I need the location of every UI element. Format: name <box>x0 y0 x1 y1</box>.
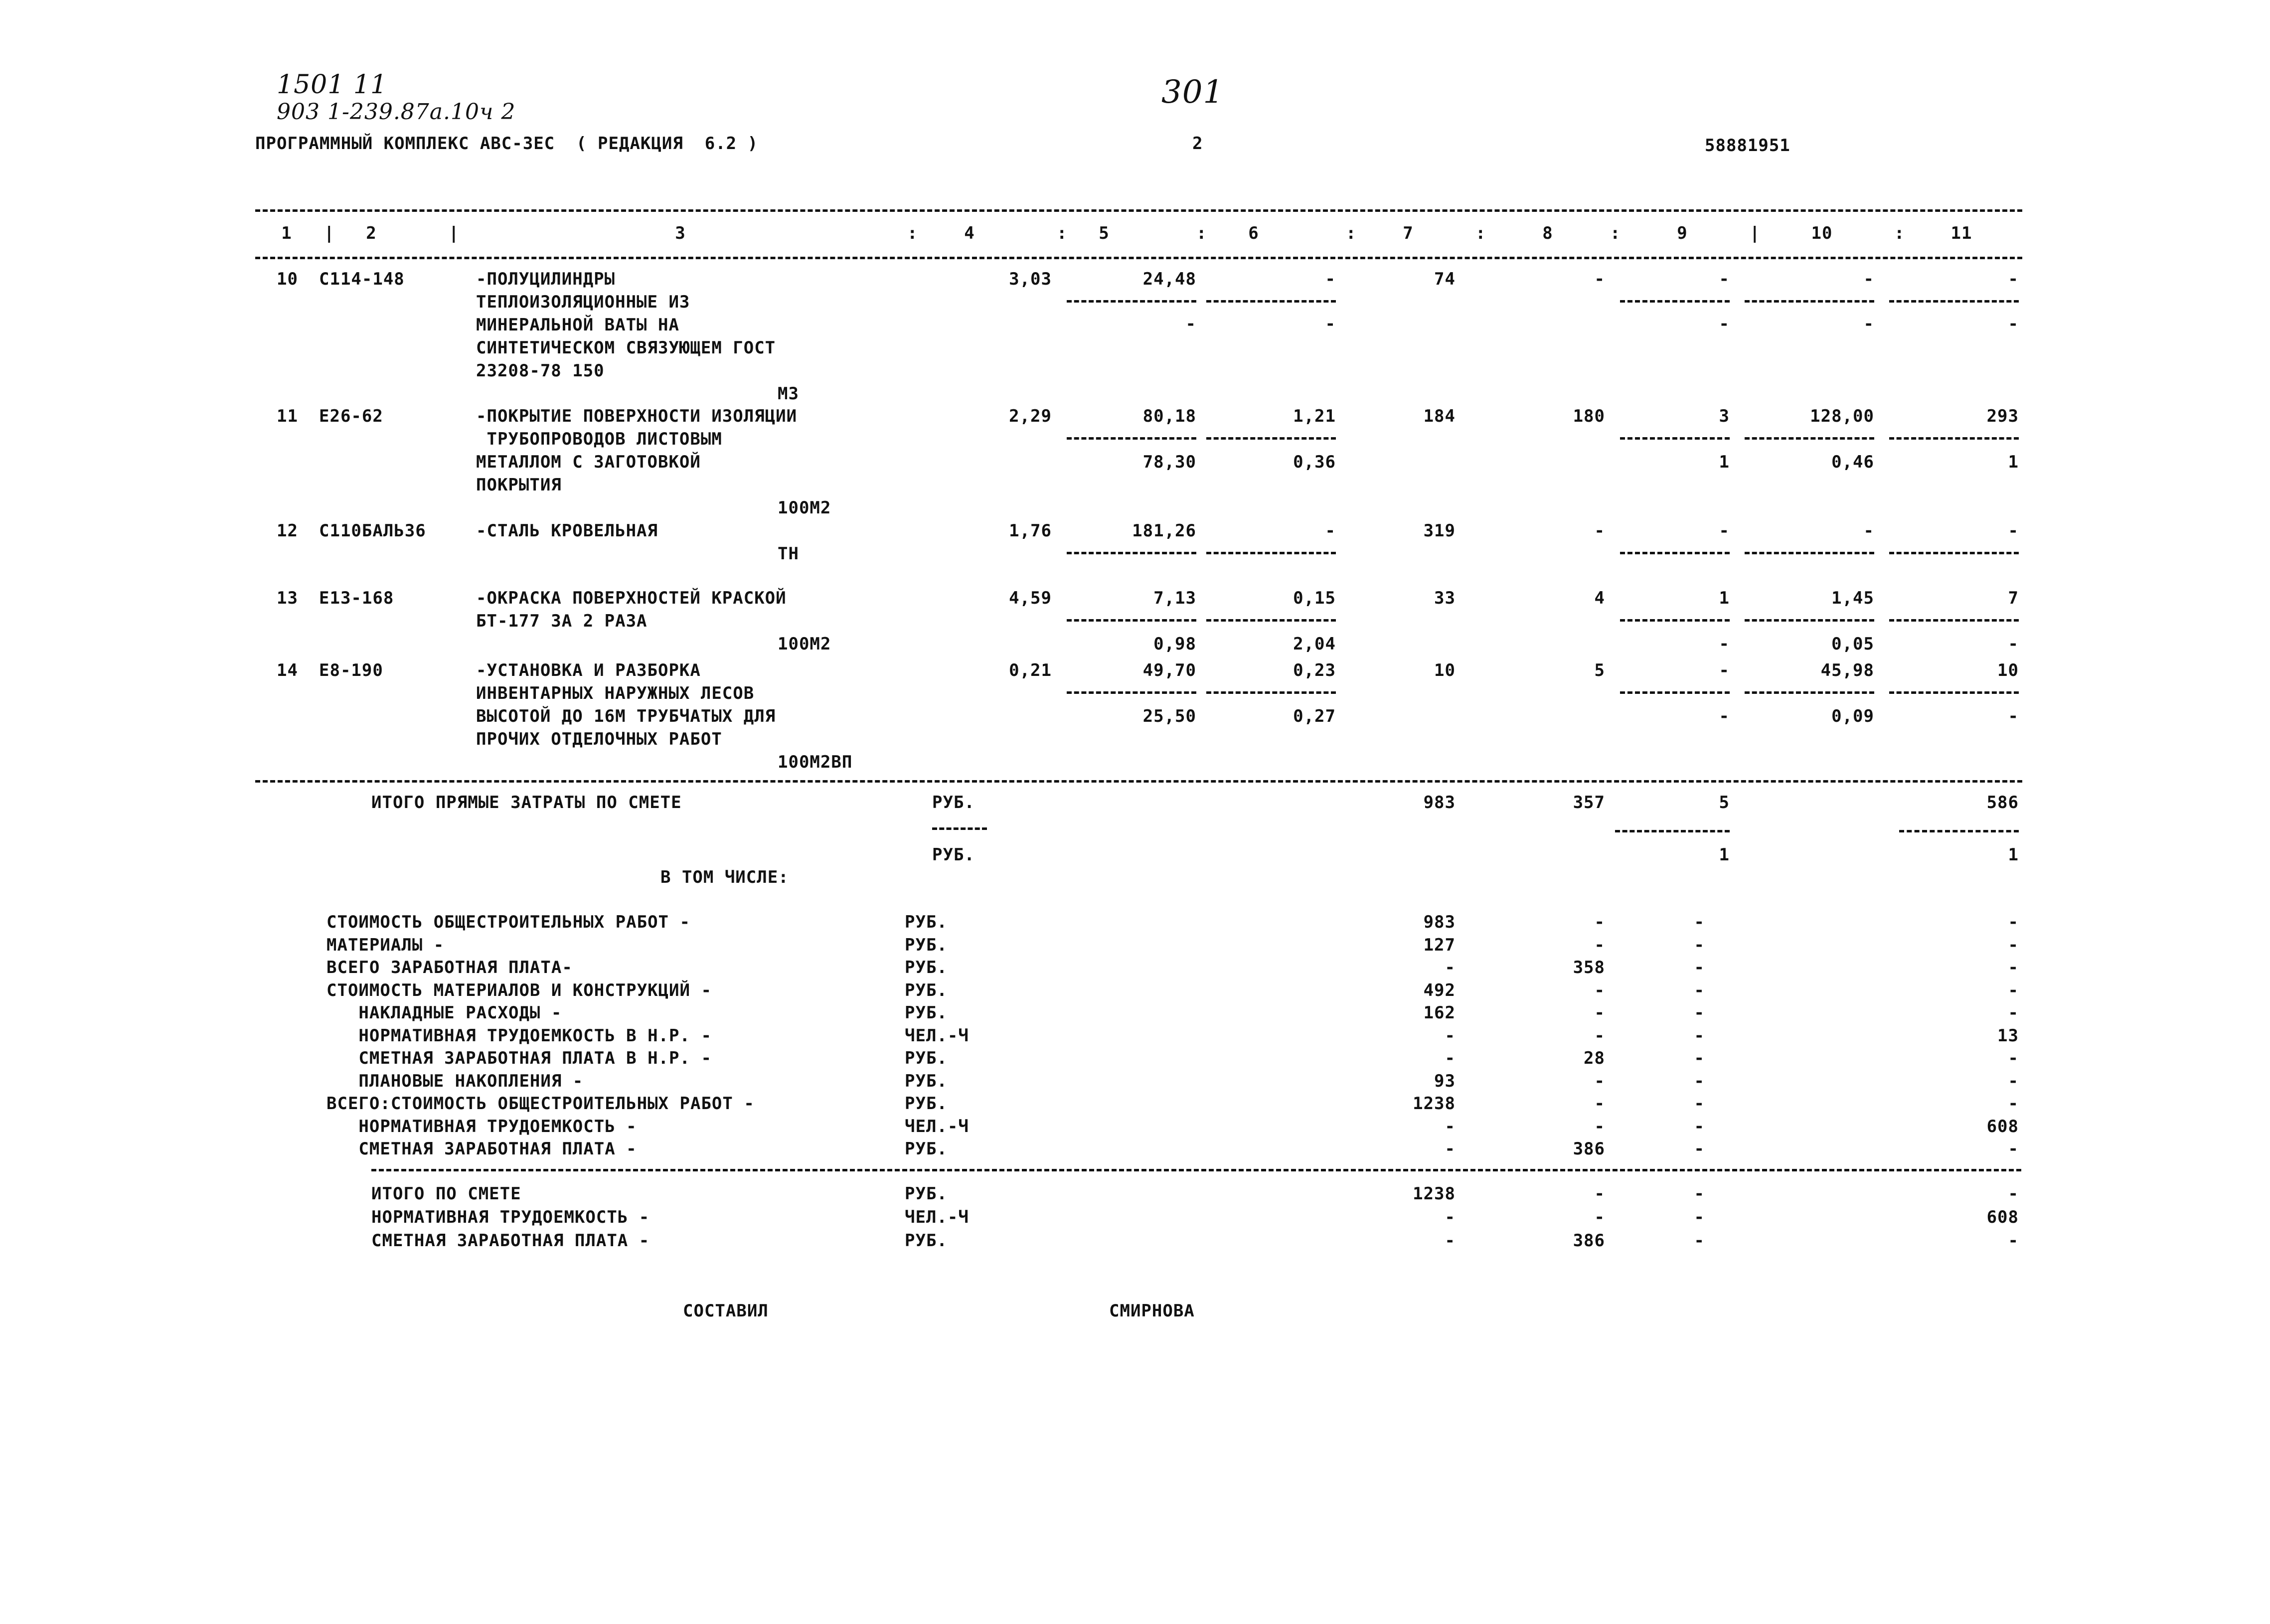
row-unit: 100М2 <box>778 498 831 518</box>
row-unit: ТН <box>778 544 799 564</box>
row-c6: - <box>1325 269 1336 289</box>
breakdown-label: ВСЕГО ЗАРАБОТНАЯ ПЛАТА- <box>326 958 573 977</box>
row-split-rule <box>1889 552 2019 554</box>
row-c8: - <box>1594 521 1605 541</box>
breakdown-c11: - <box>2008 1139 2019 1159</box>
row-split-rule <box>1745 552 1874 554</box>
column-number: 6 <box>1248 223 1259 243</box>
breakdown-c8: 28 <box>1584 1048 1605 1068</box>
row-split-rule <box>1206 691 1336 694</box>
breakdown-c8: 358 <box>1573 958 1605 977</box>
column-number: 9 <box>1677 223 1688 243</box>
breakdown-c9: - <box>1694 1003 1705 1023</box>
row-description-line: -ПОЛУЦИЛИНДРЫ <box>476 269 616 289</box>
direct-costs-unit: РУБ. <box>932 793 975 812</box>
row-c11-lower: - <box>2008 706 2019 726</box>
column-separator: : <box>1610 223 1621 243</box>
breakdown-c8: - <box>1594 1116 1605 1137</box>
row-c10-lower: - <box>1863 314 1874 334</box>
row-split-rule <box>1206 300 1336 303</box>
handwritten-ref-2: 903 1-239.87а.10ч 2 <box>277 99 516 125</box>
breakdown-label: НОРМАТИВНАЯ ТРУДОЕМКОСТЬ В Н.Р. - <box>326 1025 712 1046</box>
row-c9: - <box>1719 269 1730 289</box>
row-c9-lower: - <box>1719 634 1730 654</box>
breakdown-c8: 386 <box>1573 1139 1605 1159</box>
row-description-line: -УСТАНОВКА И РАЗБОРКА <box>476 660 701 680</box>
column-number: 10 <box>1811 223 1833 243</box>
breakdown-unit: ЧЕЛ.-Ч <box>905 1025 969 1046</box>
breakdown-c9: - <box>1694 1048 1705 1068</box>
row-c6-lower: 2,04 <box>1293 634 1336 654</box>
column-separator: : <box>907 223 918 243</box>
row-c6-lower: 0,27 <box>1293 706 1336 726</box>
row-c5-lower: 25,50 <box>1142 706 1196 726</box>
row-c11: - <box>2008 521 2019 541</box>
row-c8: 5 <box>1594 660 1605 680</box>
sheet-number: 2 <box>1192 134 1203 154</box>
breakdown-c8: - <box>1594 1025 1605 1046</box>
column-number: 2 <box>366 223 377 243</box>
row-code: С114-148 <box>319 269 405 289</box>
row-description-line: ВЫСОТОЙ ДО 16М ТРУБЧАТЫХ ДЛЯ <box>476 706 776 726</box>
row-c5: 49,70 <box>1142 660 1196 680</box>
row-split-rule <box>1067 552 1196 554</box>
row-split-rule <box>1745 300 1874 303</box>
row-description-line: ПРОЧИХ ОТДЕЛОЧНЫХ РАБОТ <box>476 729 722 749</box>
row-description-line: ИНВЕНТАРНЫХ НАРУЖНЫХ ЛЕСОВ <box>476 683 755 703</box>
breakdown-c8: - <box>1594 1094 1605 1114</box>
breakdown-c7: - <box>1445 1139 1456 1159</box>
column-number: 11 <box>1950 223 1972 243</box>
row-c6: 0,23 <box>1293 660 1336 680</box>
column-number: 1 <box>281 223 292 243</box>
breakdown-c7: 93 <box>1434 1071 1456 1091</box>
row-split-rule <box>1620 437 1730 440</box>
breakdown-unit: РУБ. <box>905 1094 948 1114</box>
row-number: 11 <box>277 406 298 426</box>
breakdown-c11: - <box>2008 1003 2019 1023</box>
breakdown-label: СМЕТНАЯ ЗАРАБОТНАЯ ПЛАТА - <box>326 1139 637 1159</box>
column-separator: : <box>1475 223 1486 243</box>
column-number: 4 <box>964 223 975 243</box>
breakdown-label: СМЕТНАЯ ЗАРАБОТНАЯ ПЛАТА В Н.Р. - <box>326 1048 712 1068</box>
totals-unit: РУБ. <box>905 1231 948 1251</box>
totals-c11: - <box>2008 1231 2019 1251</box>
including-label: В ТОМ ЧИСЛЕ: <box>660 867 789 887</box>
row-c10: - <box>1863 269 1874 289</box>
breakdown-c8: - <box>1594 1003 1605 1023</box>
row-quantity: 3,03 <box>1009 269 1052 289</box>
breakdown-label: ПЛАНОВЫЕ НАКОПЛЕНИЯ - <box>326 1071 584 1091</box>
row-c9: 3 <box>1719 406 1730 426</box>
handwritten-ref-1: 1501 11 <box>277 70 388 100</box>
row-split-rule <box>1889 300 2019 303</box>
row-split-rule <box>1067 619 1196 622</box>
column-number: 5 <box>1099 223 1110 243</box>
totals-label: ИТОГО ПО СМЕТЕ <box>371 1184 521 1204</box>
row-c10: 45,98 <box>1820 660 1874 680</box>
breakdown-c9: - <box>1694 1094 1705 1114</box>
header-bottom-rule <box>255 257 2022 259</box>
breakdown-c11: 608 <box>1986 1116 2019 1137</box>
breakdown-c9: - <box>1694 980 1705 1000</box>
breakdown-c8: - <box>1594 912 1605 932</box>
column-separator: | <box>1750 223 1761 243</box>
breakdown-c7: - <box>1445 1048 1456 1068</box>
breakdown-unit: РУБ. <box>905 958 948 977</box>
breakdown-c7: 162 <box>1423 1003 1456 1023</box>
direct-costs-label: ИТОГО ПРЯМЫЕ ЗАТРАТЫ ПО СМЕТЕ <box>371 793 682 812</box>
breakdown-c7: 1238 <box>1413 1094 1456 1114</box>
breakdown-unit: РУБ. <box>905 1003 948 1023</box>
breakdown-label: ВСЕГО:СТОИМОСТЬ ОБЩЕСТРОИТЕЛЬНЫХ РАБОТ - <box>326 1094 755 1114</box>
totals-unit: ЧЕЛ.-Ч <box>905 1207 969 1227</box>
row-c6: 0,15 <box>1293 588 1336 608</box>
breakdown-c9: - <box>1694 958 1705 977</box>
totals-c11: - <box>2008 1184 2019 1204</box>
direct-costs-dash-c9 <box>1615 830 1730 832</box>
direct-costs-c11-2: 1 <box>2008 845 2019 865</box>
breakdown-c11: - <box>2008 980 2019 1000</box>
row-c9-lower: - <box>1719 314 1730 334</box>
row-split-rule <box>1620 300 1730 303</box>
row-split-rule <box>1067 437 1196 440</box>
row-split-rule <box>1745 619 1874 622</box>
breakdown-c7: 983 <box>1423 912 1456 932</box>
row-split-rule <box>1889 691 2019 694</box>
row-c6-lower: 0,36 <box>1293 452 1336 472</box>
breakdown-label: НАКЛАДНЫЕ РАСХОДЫ - <box>326 1003 562 1023</box>
row-split-rule <box>1620 619 1730 622</box>
totals-c7: - <box>1445 1207 1456 1227</box>
row-number: 14 <box>277 660 298 680</box>
row-split-rule <box>1620 552 1730 554</box>
column-separator: : <box>1894 223 1905 243</box>
row-description-line: ТРУБОПРОВОДОВ ЛИСТОВЫМ <box>476 429 722 449</box>
row-c7: 33 <box>1434 588 1456 608</box>
totals-c7: 1238 <box>1413 1184 1456 1204</box>
breakdown-label: СТОИМОСТЬ МАТЕРИАЛОВ И КОНСТРУКЦИЙ - <box>326 980 712 1000</box>
breakdown-c9: - <box>1694 1139 1705 1159</box>
row-code: Е8-190 <box>319 660 383 680</box>
row-c8: - <box>1594 269 1605 289</box>
breakdown-c11: 13 <box>1997 1025 2019 1046</box>
breakdown-unit: РУБ. <box>905 980 948 1000</box>
direct-costs-unit-2: РУБ. <box>932 845 975 865</box>
row-unit: 100М2ВП <box>778 752 853 772</box>
column-number: 7 <box>1403 223 1414 243</box>
row-split-rule <box>1206 552 1336 554</box>
breakdown-c11: - <box>2008 1048 2019 1068</box>
row-split-rule <box>1889 437 2019 440</box>
breakdown-bottom-rule <box>371 1169 2021 1171</box>
program-header: ПРОГРАММНЫЙ КОМПЛЕКС АВС-ЗЕС ( РЕДАКЦИЯ 6.2 ) <box>255 134 759 154</box>
row-split-rule <box>1745 691 1874 694</box>
row-c5: 24,48 <box>1142 269 1196 289</box>
row-unit: 100М2 <box>778 634 831 654</box>
table-top-rule <box>255 209 2022 212</box>
breakdown-c7: 127 <box>1423 935 1456 955</box>
row-number: 13 <box>277 588 298 608</box>
row-c10-lower: 0,09 <box>1831 706 1874 726</box>
row-c8: 180 <box>1573 406 1605 426</box>
breakdown-c11: - <box>2008 935 2019 955</box>
totals-label: СМЕТНАЯ ЗАРАБОТНАЯ ПЛАТА - <box>371 1231 650 1251</box>
direct-costs-c9: 5 <box>1719 793 1730 812</box>
row-description-line: -ПОКРЫТИЕ ПОВЕРХНОСТИ ИЗОЛЯЦИИ <box>476 406 798 426</box>
row-unit: М3 <box>778 384 799 404</box>
direct-costs-c11: 586 <box>1986 793 2019 812</box>
row-c9: 1 <box>1719 588 1730 608</box>
row-c5: 80,18 <box>1142 406 1196 426</box>
row-c11: 10 <box>1997 660 2019 680</box>
row-description-line: -СТАЛЬ КРОВЕЛЬНАЯ <box>476 521 658 541</box>
row-split-rule <box>1620 691 1730 694</box>
breakdown-label: НОРМАТИВНАЯ ТРУДОЕМКОСТЬ - <box>326 1116 637 1137</box>
totals-c8: 386 <box>1573 1231 1605 1251</box>
row-split-rule <box>1206 437 1336 440</box>
totals-c11: 608 <box>1986 1207 2019 1227</box>
breakdown-c7: 492 <box>1423 980 1456 1000</box>
document-code: 58881951 <box>1705 136 1790 156</box>
row-c5-lower: 78,30 <box>1142 452 1196 472</box>
row-c10: - <box>1863 521 1874 541</box>
row-c9-lower: - <box>1719 706 1730 726</box>
row-code: Е26-62 <box>319 406 383 426</box>
row-c10-lower: 0,46 <box>1831 452 1874 472</box>
row-number: 12 <box>277 521 298 541</box>
breakdown-unit: ЧЕЛ.-Ч <box>905 1116 969 1137</box>
breakdown-unit: РУБ. <box>905 1048 948 1068</box>
breakdown-c9: - <box>1694 935 1705 955</box>
column-separator: | <box>324 223 335 243</box>
breakdown-c7: - <box>1445 1116 1456 1137</box>
row-c7: 184 <box>1423 406 1456 426</box>
breakdown-c9: - <box>1694 912 1705 932</box>
column-separator: : <box>1057 223 1068 243</box>
breakdown-c11: - <box>2008 958 2019 977</box>
breakdown-c11: - <box>2008 912 2019 932</box>
row-split-rule <box>1206 619 1336 622</box>
breakdown-c11: - <box>2008 1071 2019 1091</box>
breakdown-c9: - <box>1694 1116 1705 1137</box>
breakdown-label: МАТЕРИАЛЫ - <box>326 935 445 955</box>
row-c11-lower: 1 <box>2008 452 2019 472</box>
row-c9-lower: 1 <box>1719 452 1730 472</box>
row-quantity: 1,76 <box>1009 521 1052 541</box>
row-c10: 1,45 <box>1831 588 1874 608</box>
totals-c9: - <box>1694 1231 1705 1251</box>
compiled-by-label: СОСТАВИЛ <box>683 1301 769 1321</box>
row-split-rule <box>1889 619 2019 622</box>
totals-c8: - <box>1594 1184 1605 1204</box>
breakdown-c7: - <box>1445 1025 1456 1046</box>
row-c6: 1,21 <box>1293 406 1336 426</box>
row-c6: - <box>1325 521 1336 541</box>
breakdown-c9: - <box>1694 1025 1705 1046</box>
handwritten-page-number: 301 <box>1161 74 1224 111</box>
row-c11: 7 <box>2008 588 2019 608</box>
row-description-line: -ОКРАСКА ПОВЕРХНОСТЕЙ КРАСКОЙ <box>476 588 787 608</box>
direct-costs-c9-2: 1 <box>1719 845 1730 865</box>
breakdown-c8: - <box>1594 935 1605 955</box>
row-description-line: ТЕПЛОИЗОЛЯЦИОННЫЕ ИЗ <box>476 292 690 312</box>
direct-costs-dash-unit <box>932 827 987 830</box>
totals-c8: - <box>1594 1207 1605 1227</box>
row-c5-lower: - <box>1185 314 1196 334</box>
totals-c9: - <box>1694 1184 1705 1204</box>
row-c5-lower: 0,98 <box>1153 634 1196 654</box>
row-code: С110БАЛЬ36 <box>319 521 426 541</box>
row-c9: - <box>1719 660 1730 680</box>
column-separator: : <box>1196 223 1207 243</box>
direct-costs-dash-c11 <box>1899 830 2019 832</box>
column-number: 8 <box>1542 223 1553 243</box>
row-c6-lower: - <box>1325 314 1336 334</box>
row-c11: 293 <box>1986 406 2019 426</box>
row-c7: 74 <box>1434 269 1456 289</box>
direct-costs-c8: 357 <box>1573 793 1605 812</box>
row-description-line: БТ-177 ЗА 2 РАЗА <box>476 611 648 631</box>
row-quantity: 0,21 <box>1009 660 1052 680</box>
breakdown-c8: - <box>1594 980 1605 1000</box>
column-number: 3 <box>675 223 686 243</box>
row-c5: 7,13 <box>1153 588 1196 608</box>
totals-label: НОРМАТИВНАЯ ТРУДОЕМКОСТЬ - <box>371 1207 650 1227</box>
column-separator: | <box>449 223 460 243</box>
breakdown-unit: РУБ. <box>905 912 948 932</box>
row-c11-lower: - <box>2008 634 2019 654</box>
row-c9: - <box>1719 521 1730 541</box>
rows-bottom-rule <box>255 780 2022 783</box>
row-split-rule <box>1067 691 1196 694</box>
direct-costs-c7: 983 <box>1423 793 1456 812</box>
row-c10-lower: 0,05 <box>1831 634 1874 654</box>
row-c11: - <box>2008 269 2019 289</box>
row-description-line: СИНТЕТИЧЕСКОМ СВЯЗУЮЩЕМ ГОСТ <box>476 338 776 358</box>
row-description-line: МЕТАЛЛОМ С ЗАГОТОВКОЙ <box>476 452 701 472</box>
breakdown-unit: РУБ. <box>905 1139 948 1159</box>
row-c7: 319 <box>1423 521 1456 541</box>
breakdown-c7: - <box>1445 958 1456 977</box>
row-c8: 4 <box>1594 588 1605 608</box>
breakdown-unit: РУБ. <box>905 1071 948 1091</box>
compiled-by-name: СМИРНОВА <box>1109 1301 1195 1321</box>
column-separator: : <box>1346 223 1357 243</box>
row-description-line: МИНЕРАЛЬНОЙ ВАТЫ НА <box>476 315 679 335</box>
row-quantity: 4,59 <box>1009 588 1052 608</box>
row-description-line: 23208-78 150 <box>476 361 605 381</box>
totals-c9: - <box>1694 1207 1705 1227</box>
breakdown-c9: - <box>1694 1071 1705 1091</box>
row-number: 10 <box>277 269 298 289</box>
breakdown-label: СТОИМОСТЬ ОБЩЕСТРОИТЕЛЬНЫХ РАБОТ - <box>326 912 690 932</box>
breakdown-unit: РУБ. <box>905 935 948 955</box>
row-description-line: ПОКРЫТИЯ <box>476 475 562 495</box>
row-c5: 181,26 <box>1132 521 1196 541</box>
row-code: Е13-168 <box>319 588 394 608</box>
row-quantity: 2,29 <box>1009 406 1052 426</box>
row-c10: 128,00 <box>1810 406 1874 426</box>
row-split-rule <box>1067 300 1196 303</box>
breakdown-c11: - <box>2008 1094 2019 1114</box>
row-c11-lower: - <box>2008 314 2019 334</box>
totals-unit: РУБ. <box>905 1184 948 1204</box>
breakdown-c8: - <box>1594 1071 1605 1091</box>
row-split-rule <box>1745 437 1874 440</box>
totals-c7: - <box>1445 1231 1456 1251</box>
row-c7: 10 <box>1434 660 1456 680</box>
